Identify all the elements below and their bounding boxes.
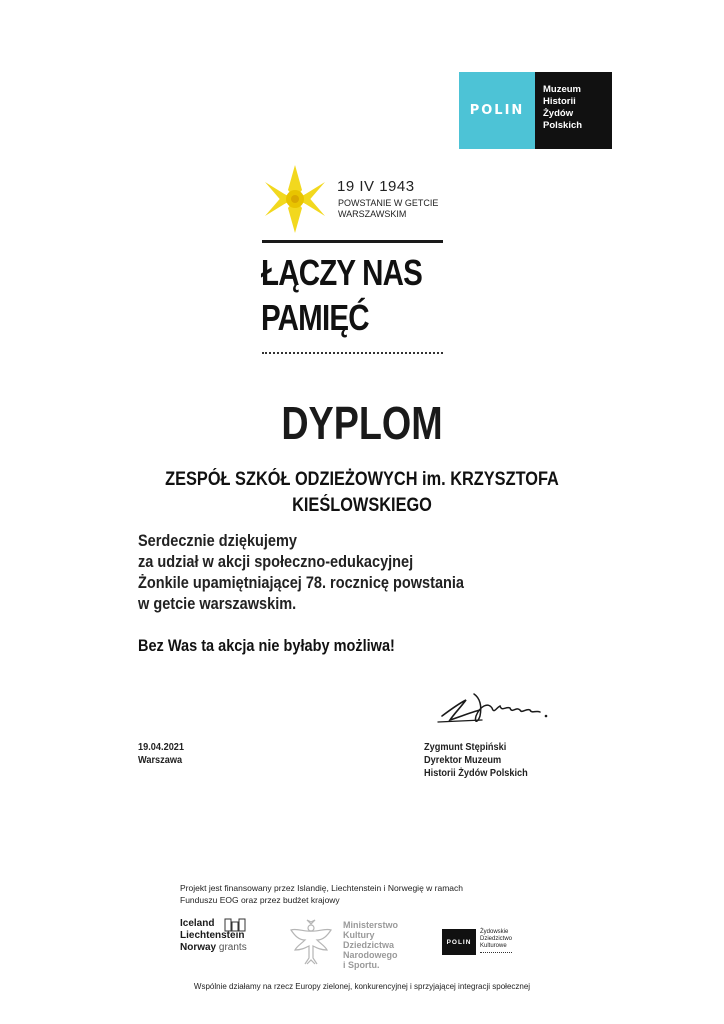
museum-name-line-1: Muzeum [543, 84, 581, 95]
slogan-line-2: PAMIĘĆ [261, 297, 369, 338]
eea-logo-line-2: Liechtenstein [180, 930, 245, 941]
eea-grants-logo [180, 918, 260, 964]
slogan-line-1: ŁĄCZY NAS [261, 252, 423, 293]
polin-heritage-brand: POLIN [446, 938, 472, 946]
heritage-label [480, 929, 512, 953]
closing-line: Bez Was ta akcja nie byłaby możliwa! [138, 637, 395, 655]
message-line-1: Serdecznie dziękujemy [138, 532, 297, 550]
eea-logo-suffix: grants [218, 942, 247, 953]
message-line-3: Żonkile upamiętniającej 78. rocznicę powstania [138, 574, 464, 592]
ministry-line-2: Kultury [343, 930, 375, 940]
message-line-2: za udział w akcji społeczno-edukacyjnej [138, 553, 414, 571]
museum-name-line-3: Żydów [543, 108, 574, 119]
signer-role-line-2: Historii Żydów Polskich [424, 768, 528, 779]
heritage-line-2: Dziedzictwo [480, 936, 513, 942]
polish-eagle-icon [287, 918, 335, 968]
ministry-line-4: Narodowego [343, 950, 398, 960]
polin-logo-brand-block [459, 72, 535, 149]
ministry-line-5: i Sportu. [343, 960, 380, 970]
slogan-dotted-rule [262, 352, 443, 354]
uprising-title-line-1: POWSTANIE W GETCIE [338, 198, 439, 208]
polin-logo-brand: POLIN [469, 103, 525, 118]
ministry-logo [343, 920, 398, 970]
issue-place: Warszawa [138, 755, 183, 766]
message-line-4: w getcie warszawskim. [138, 595, 297, 613]
eea-logo-line-3: Norway [180, 942, 217, 953]
ministry-line-3: Dziedzictwa [343, 940, 395, 950]
signer-role-line-1: Dyrektor Muzeum [424, 755, 502, 766]
polin-museum-logo [459, 72, 612, 149]
signer-name: Zygmunt Stępiński [424, 742, 507, 753]
uprising-title-line-2: WARSZAWSKIM [338, 209, 407, 219]
signature-icon [436, 686, 554, 728]
diploma-title: DYPLOM [281, 397, 443, 449]
eea-mark-icon [224, 918, 246, 932]
funding-note-line-2: Funduszu EOG oraz przez budżet krajowy [180, 895, 340, 905]
museum-name-line-4: Polskich [543, 120, 583, 131]
daffodil-icon [262, 163, 328, 235]
heritage-line-1: Żydowskie [480, 929, 509, 935]
polin-heritage-logo [442, 929, 476, 955]
heritage-line-3: Kulturowe [480, 943, 507, 949]
eea-logo-line-1: Iceland [180, 918, 215, 929]
ministry-line-1: Ministerstwo [343, 920, 399, 930]
polin-logo-museum-name [535, 72, 612, 149]
issue-date: 19.04.2021 [138, 742, 185, 753]
recipient-name-line-1: ZESPÓŁ SZKÓŁ ODZIEŻOWYCH im. KRZYSZTOFA [165, 469, 559, 490]
funding-note-line-1: Projekt jest finansowany przez Islandię, Liechtenstein i Norwegię w ramach [180, 883, 463, 893]
recipient-name-line-2: KIEŚLOWSKIEGO [292, 495, 432, 516]
footer-statement: Wspólnie działamy na rzecz Europy zielonej, konkurencyjnej i sprzyjającej integracji społecznej [193, 982, 531, 991]
slogan-top-rule [262, 240, 443, 243]
uprising-date: 19 IV 1943 [337, 178, 415, 195]
museum-name-line-2: Historii [543, 96, 576, 107]
